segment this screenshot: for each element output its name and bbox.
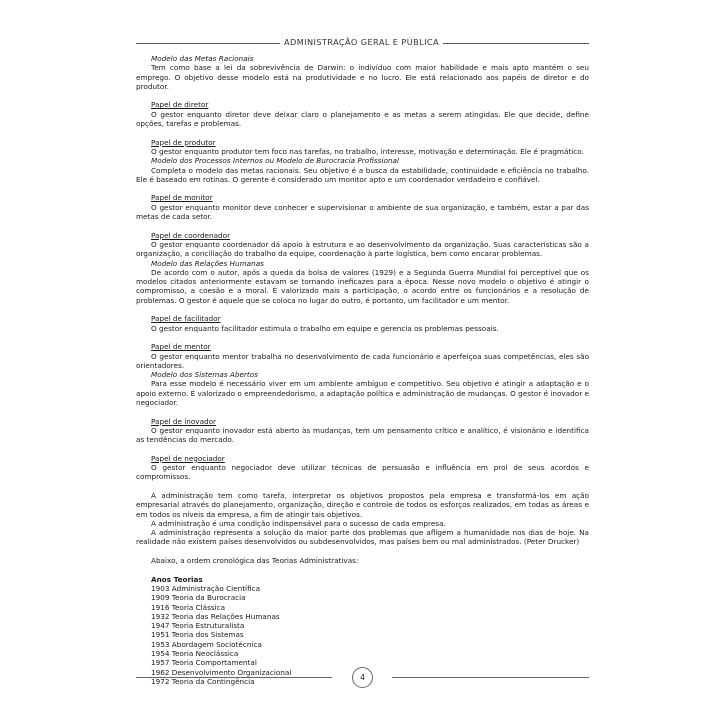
role-heading: Papel de coordenador (151, 230, 231, 240)
timeline-item: 1947 Teoria Estruturalista (151, 621, 245, 631)
footer-rule-right (392, 677, 589, 678)
timeline-item: 1951 Teoria dos Sistemas (151, 630, 244, 640)
timeline-item: 1903 Administração Científica (151, 583, 261, 593)
paragraph: O gestor enquanto diretor deve deixar claro o planejamento e as metas a serem atingidas. Ele que decide, define opções, tarefas e problemas. (136, 109, 589, 129)
timeline-item: 1932 Teoria das Relações Humanas (151, 611, 280, 621)
role-heading: Papel de diretor (151, 100, 209, 110)
paragraph: O gestor enquanto negociador deve utilizar técnicas de persuasão e influência em prol de seus acordos e compromissos. (136, 463, 589, 482)
section-title: Modelo das Relações Humanas (151, 258, 264, 268)
header-rule-left (136, 43, 280, 44)
timeline-item: 1954 Teoria Neoclássica (151, 649, 239, 658)
paragraph: Abaixo, a ordem cronológica das Teorias Administrativas: (151, 556, 359, 566)
paragraph: O gestor enquanto mentor trabalha no desenvolvimento de cada funcionário e aperfeiçoa suas competências, eles são orientadores. (136, 351, 589, 370)
paragraph: De acordo com o autor, após a queda da bolsa de valores (1929) e a Segunda Guerra Mundial foi perceptível que os modelos citados anteriormente estavam se tornando ineficazes para a época. Nesse novo modelo o objetivo é atingir o compromisso, a coesão e a moral. É valorizado mais a participação, o acordo entre os funcionários e a resolução de problemas. O gestor é aquele que se coloca no lugar do outro, é portanto, um facilitador e um mentor. (136, 267, 589, 305)
page-header-title: ADMINISTRAÇÃO GERAL E PÚBLICA (283, 37, 439, 47)
role-heading: Papel de facilitador (151, 314, 221, 324)
role-heading: Papel de negociador (151, 453, 225, 463)
timeline-item: 1916 Teoria Clássica (151, 602, 226, 612)
role-heading: Papel de mentor (151, 342, 211, 352)
section-title: Modelo dos Processos Internos ou Modelo de Burocracia Profissional (151, 156, 399, 166)
paragraph: A administração é uma condição indispensável para o sucesso de cada empresa. (151, 518, 446, 528)
section-title: Modelo das Metas Racionais (151, 54, 254, 63)
header-rule-right (443, 43, 589, 44)
paragraph: O gestor enquanto produtor tem foco nas tarefas, no trabalho, interesse, motivação e determinação. Ele é pragmático. (151, 146, 584, 156)
paragraph: A administração tem como tarefa, interpretar os objetivos propostos pela empresa e transformá-los em ação empresarial através do planejamento, organização, direção e controle de todos os esforços realizados, em todas as áreas e em todos os níveis da empresa, a fim de atingir tais objetivos. (136, 490, 589, 519)
timeline-heading: Anos Teorias (151, 574, 203, 584)
paragraph: O gestor enquanto inovador está aberto às mudanças, tem um pensamento crítico e analítico, é visionário e identifica as tendências do mercado. (136, 425, 589, 445)
timeline-item: 1962 Desenvolvimento Organizacional (151, 667, 292, 677)
paragraph: A administração representa a solução da maior parte dos problemas que afligem a humanidade nos dias de hoje. Na realidade não existem países desenvolvidos ou subdesenvolvidos, mas países bem ou mal administrados. (Peter Drucker) (136, 528, 589, 547)
role-heading: Papel de monitor (151, 193, 213, 203)
paragraph: O gestor enquanto monitor deve conhecer e supervisionar o ambiente de sua organização, e também, estar a par das metas de cada setor. (136, 202, 589, 222)
paragraph: Tem como base a lei da sobrevivência de Darwin: o indivíduo com maior habilidade e mais apto mantém o seu emprego. O objetivo desse modelo está na produtividade e no lucro. Ele está relacionado aos papéis de diretor e do produtor. (136, 63, 589, 91)
paragraph: Para esse modelo é necessário viver em um ambiente ambíguo e competitivo. Seu objetivo é atingir a adaptação e o apoio externo. É valorizado o empreendedorismo, a adaptação política e administração de mudanças. O gestor é inovador e negociador. (136, 379, 589, 407)
paragraph: O gestor enquanto facilitador estimula o trabalho em equipe e gerencia os problemas pessoais. (151, 323, 499, 333)
footer-rule-left (136, 677, 332, 678)
timeline-item: 1953 Abordagem Sociotécnica (151, 639, 262, 649)
section-title: Modelo dos Sistemas Abertos (151, 370, 258, 380)
page-number: 4 (352, 667, 373, 688)
timeline-item: 1972 Teoria da Contingência (151, 676, 255, 686)
document-body (136, 54, 589, 686)
timeline-item: 1957 Teoria Comportamental (151, 658, 257, 668)
timeline-item: 1909 Teoria da Burocracia (151, 593, 246, 603)
role-heading: Papel de produtor (151, 137, 216, 147)
paragraph: Completa o modelo das metas racionais. Seu objetivo é a busca da estabilidade, continuidade e eficiência no trabalho. Ele é baseado em rotinas. O gerente é considerado um monitor apto e um coordenador verdadeiro e confiável. (136, 165, 589, 184)
role-heading: Papel de inovador (151, 416, 217, 426)
paragraph: O gestor enquanto coordenador dá apoio à estrutura e ao desenvolvimento da organização. Suas características são a organização, a conciliação do trabalho da equipe, coordenação à parte logística, bem como encarar problemas. (136, 239, 589, 259)
